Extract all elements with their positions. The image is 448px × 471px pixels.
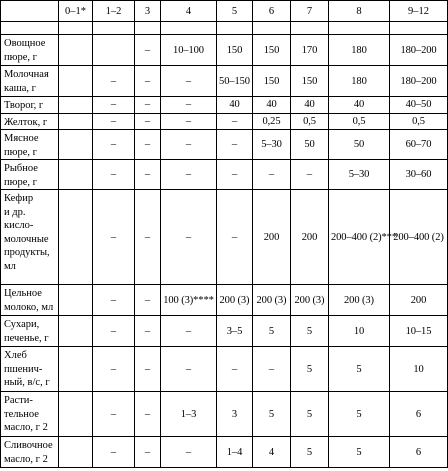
row-label: Мясное пюре, г [1, 130, 59, 160]
value-cell: 5 [291, 316, 329, 347]
value-cell: – [93, 97, 135, 114]
empty-cell [329, 22, 390, 35]
header-cell [1, 1, 59, 22]
value-cell: 0,5 [390, 113, 448, 130]
table-row [1, 347, 448, 392]
value-cell: – [93, 437, 135, 468]
table-row [1, 392, 448, 437]
value-cell: – [93, 190, 135, 285]
value-cell: 5 [291, 437, 329, 468]
value-cell [59, 437, 93, 468]
value-cell: 40 [291, 97, 329, 114]
header-row [1, 1, 448, 22]
value-cell: 60–70 [390, 130, 448, 160]
value-cell: 1–4 [217, 437, 253, 468]
value-cell: – [161, 316, 217, 347]
value-cell: – [291, 160, 329, 190]
header-cell: 5 [217, 1, 253, 22]
row-label: Расти- тельное масло, г 2 [1, 392, 59, 437]
header-cell: 1–2 [93, 1, 135, 22]
value-cell: – [93, 316, 135, 347]
value-cell: – [135, 392, 161, 437]
value-cell: 200 (3) [291, 285, 329, 316]
header-cell: 9–12 [390, 1, 448, 22]
value-cell: 3 [217, 392, 253, 437]
value-cell: – [217, 160, 253, 190]
row-label: Желток, г [1, 113, 59, 130]
value-cell: 150 [253, 66, 291, 97]
value-cell: 5 [291, 347, 329, 392]
value-cell: – [253, 160, 291, 190]
header-cell: 4 [161, 1, 217, 22]
value-cell [93, 35, 135, 66]
value-cell [59, 130, 93, 160]
row-label: Кефир и др. кисло- молочные продукты, мл [1, 190, 59, 285]
value-cell: 40 [217, 97, 253, 114]
value-cell: – [135, 97, 161, 114]
value-cell: – [217, 130, 253, 160]
row-label: Молочная каша, г [1, 66, 59, 97]
value-cell: 10 [329, 316, 390, 347]
value-cell: – [135, 190, 161, 285]
row-label: Овощное пюре, г [1, 35, 59, 66]
value-cell [59, 392, 93, 437]
empty-cell [1, 22, 59, 35]
value-cell: – [217, 113, 253, 130]
empty-cell [93, 22, 135, 35]
value-cell [59, 347, 93, 392]
value-cell: 40 [253, 97, 291, 114]
value-cell [59, 66, 93, 97]
value-cell: 6 [390, 437, 448, 468]
row-label: Рыбное пюре, г [1, 160, 59, 190]
header-cell: 6 [253, 1, 291, 22]
value-cell: 6 [390, 392, 448, 437]
value-cell [59, 35, 93, 66]
value-cell: 50–150 [217, 66, 253, 97]
value-cell: 180–200 [390, 35, 448, 66]
value-cell: – [161, 113, 217, 130]
value-cell: – [93, 113, 135, 130]
table-row [1, 437, 448, 468]
value-cell: 150 [217, 35, 253, 66]
value-cell: 4 [253, 437, 291, 468]
value-cell: – [135, 316, 161, 347]
value-cell: – [135, 285, 161, 316]
value-cell: 3–5 [217, 316, 253, 347]
value-cell: – [217, 347, 253, 392]
value-cell: – [135, 66, 161, 97]
value-cell [59, 113, 93, 130]
empty-cell [390, 22, 448, 35]
value-cell: 5 [253, 392, 291, 437]
value-cell: 200 (3) [329, 285, 390, 316]
value-cell: – [93, 66, 135, 97]
value-cell: 5 [253, 316, 291, 347]
value-cell: 180 [329, 66, 390, 97]
value-cell: 150 [253, 35, 291, 66]
value-cell: 200 (3) [217, 285, 253, 316]
table-body [1, 1, 448, 468]
value-cell: 5 [329, 392, 390, 437]
spacer-row [1, 22, 448, 35]
row-label: Цельное молоко, мл [1, 285, 59, 316]
value-cell: – [135, 113, 161, 130]
table-row [1, 66, 448, 97]
value-cell: 180 [329, 35, 390, 66]
value-cell: – [161, 66, 217, 97]
table-row [1, 160, 448, 190]
value-cell: 200 [390, 285, 448, 316]
table-row [1, 285, 448, 316]
value-cell: 5 [329, 347, 390, 392]
value-cell: 5 [291, 392, 329, 437]
row-label: Сливочное масло, г 2 [1, 437, 59, 468]
value-cell: 100 (3)**** [161, 285, 217, 316]
row-label: Хлеб пшенич- ный, в/с, г [1, 347, 59, 392]
value-cell: 5–30 [253, 130, 291, 160]
value-cell: – [217, 190, 253, 285]
value-cell: 10 [390, 347, 448, 392]
value-cell: – [135, 130, 161, 160]
empty-cell [59, 22, 93, 35]
value-cell: 200 [253, 190, 291, 285]
header-cell: 0–1* [59, 1, 93, 22]
table-row [1, 190, 448, 285]
table-row [1, 316, 448, 347]
value-cell: – [161, 130, 217, 160]
value-cell: 0,5 [291, 113, 329, 130]
value-cell [59, 285, 93, 316]
empty-cell [135, 22, 161, 35]
value-cell: 180–200 [390, 66, 448, 97]
header-cell: 8 [329, 1, 390, 22]
table-row [1, 130, 448, 160]
value-cell [59, 190, 93, 285]
value-cell [59, 160, 93, 190]
row-label: Творог, г [1, 97, 59, 114]
value-cell: 200–400 (2) [390, 190, 448, 285]
value-cell: 50 [291, 130, 329, 160]
value-cell: – [135, 160, 161, 190]
value-cell: 10–100 [161, 35, 217, 66]
value-cell: 50 [329, 130, 390, 160]
value-cell: 200 [291, 190, 329, 285]
value-cell: – [93, 347, 135, 392]
value-cell: – [93, 285, 135, 316]
empty-cell [161, 22, 217, 35]
value-cell: 10–15 [390, 316, 448, 347]
value-cell: – [93, 130, 135, 160]
value-cell: 40 [329, 97, 390, 114]
value-cell: 0,5 [329, 113, 390, 130]
value-cell: – [161, 97, 217, 114]
value-cell: 1–3 [161, 392, 217, 437]
value-cell: 200–400 (2)*** [329, 190, 390, 285]
row-label: Сухари, печенье, г [1, 316, 59, 347]
value-cell: 200 (3) [253, 285, 291, 316]
value-cell [59, 97, 93, 114]
value-cell: 5 [329, 437, 390, 468]
value-cell: 40–50 [390, 97, 448, 114]
empty-cell [253, 22, 291, 35]
value-cell: – [135, 347, 161, 392]
value-cell: – [161, 160, 217, 190]
value-cell [59, 316, 93, 347]
empty-cell [291, 22, 329, 35]
header-cell: 7 [291, 1, 329, 22]
value-cell: – [161, 437, 217, 468]
value-cell: – [253, 347, 291, 392]
value-cell: – [161, 347, 217, 392]
value-cell: – [135, 437, 161, 468]
table-row [1, 35, 448, 66]
header-cell: 3 [135, 1, 161, 22]
value-cell: 5–30 [329, 160, 390, 190]
value-cell: – [93, 160, 135, 190]
value-cell: 150 [291, 66, 329, 97]
value-cell: – [135, 35, 161, 66]
value-cell: – [93, 392, 135, 437]
empty-cell [217, 22, 253, 35]
value-cell: 0,25 [253, 113, 291, 130]
table-row [1, 113, 448, 130]
value-cell: 170 [291, 35, 329, 66]
table-row [1, 97, 448, 114]
value-cell: – [161, 190, 217, 285]
value-cell: 30–60 [390, 160, 448, 190]
